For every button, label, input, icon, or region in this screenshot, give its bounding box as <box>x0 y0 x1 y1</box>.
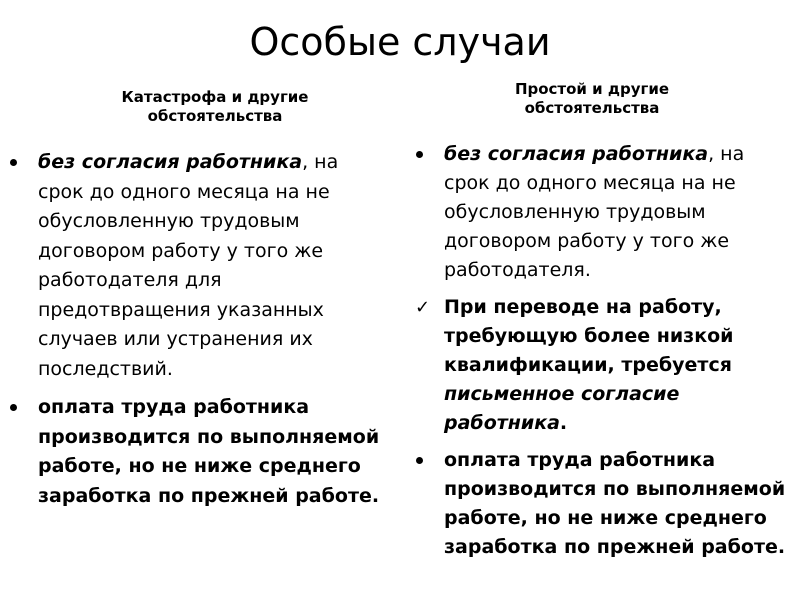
right-column-heading: Простой и другие обстоятельства <box>514 80 670 117</box>
item-text: , на срок до одного месяца на не обусловленную трудовым договором работу у того же работодателя для предотвращения указанных случаев или устранения их последствий. <box>38 151 339 380</box>
emphasis-text: письменное согласие работника <box>444 383 680 434</box>
item-text: При переводе на работу, требующую более низкой квалификации, требуется <box>444 296 734 376</box>
right-bullet-list <box>414 140 794 570</box>
list-item <box>8 148 388 384</box>
list-item <box>8 393 388 511</box>
item-text-end: . <box>559 412 568 434</box>
slide-title: Особые случаи <box>249 20 551 64</box>
left-bullet-list <box>8 148 388 520</box>
item-text: , на срок до одного месяца на не обусловленную трудовым договором работу у того же работодателя. <box>444 143 745 281</box>
item-text: оплата труда работника производится по выполняемой работе, но не ниже среднего заработка по прежней работе. <box>38 396 380 507</box>
item-text: оплата труда работника производится по выполняемой работе, но не ниже среднего заработка по прежней работе. <box>444 449 786 558</box>
left-column-heading: Катастрофа и другие обстоятельства <box>121 88 309 125</box>
list-item <box>414 293 794 438</box>
emphasis-text: без согласия работника <box>444 143 709 165</box>
list-item <box>414 140 794 285</box>
list-item <box>414 446 794 562</box>
checkmark-icon: ✓ <box>415 297 431 318</box>
emphasis-text: без согласия работника <box>38 151 303 173</box>
